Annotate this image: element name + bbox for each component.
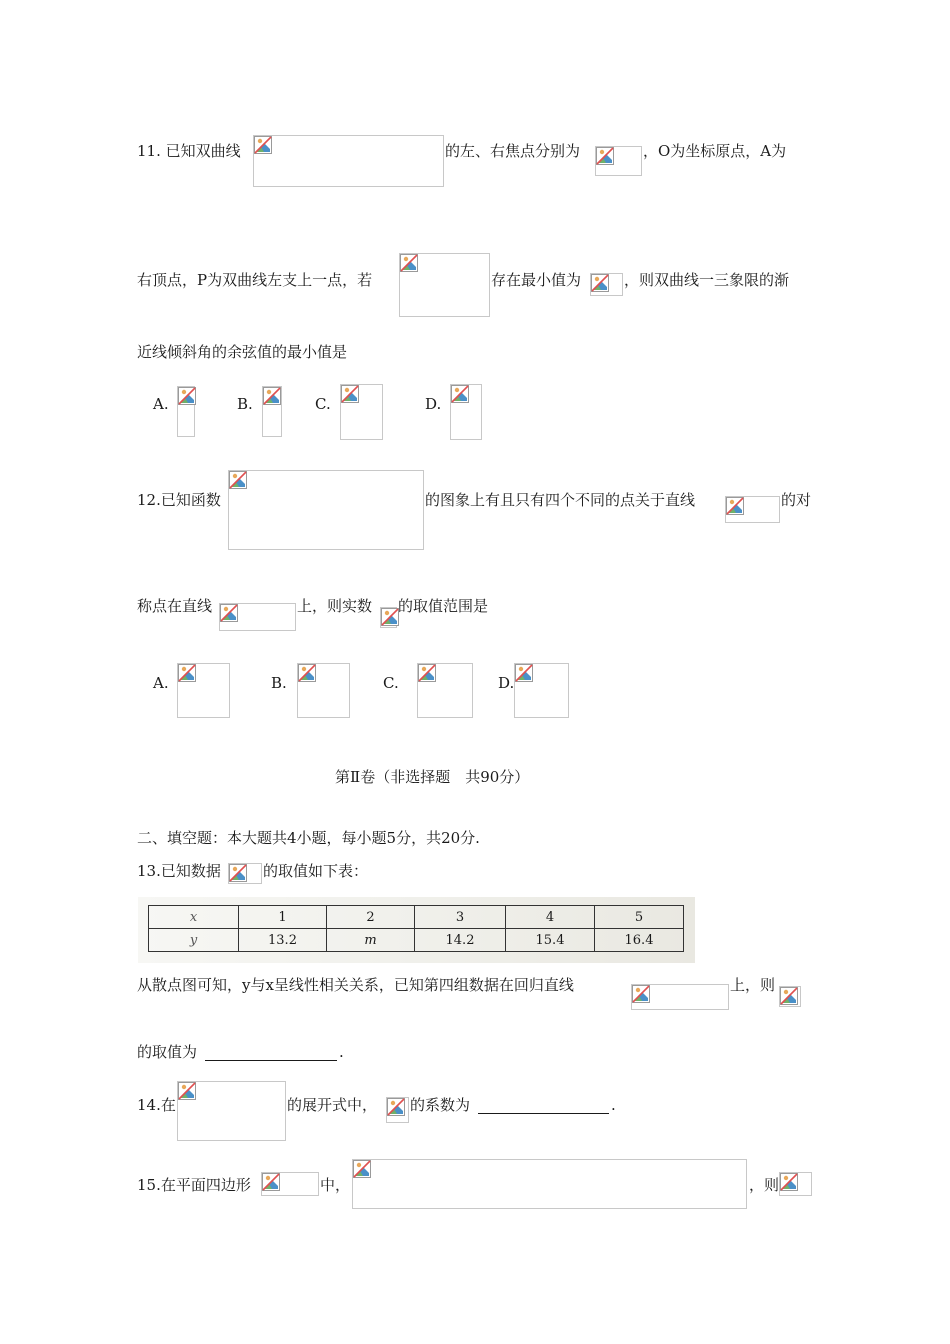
q13-text-4: 上，则 — [730, 976, 776, 994]
table-cell: 3 — [415, 906, 506, 929]
q11-option-c-label: C. — [315, 395, 331, 413]
q11-formula-foci — [595, 146, 642, 176]
q11-formula-min — [590, 273, 623, 296]
q12-option-d-label: D. — [498, 674, 515, 692]
q11-formula-hyperbola — [253, 135, 444, 187]
q14-text-4: . — [611, 1096, 616, 1114]
q12-text-6: 的取值范围是 — [398, 597, 489, 615]
q12-formula-var — [380, 607, 397, 628]
table-cell: x — [149, 906, 239, 929]
q11-text-1: 11. 已知双曲线 — [137, 142, 241, 160]
q15-formula-quad — [261, 1172, 319, 1196]
q11-text-6: ，则双曲线一三象限的渐 — [624, 271, 790, 289]
broken-image-icon — [387, 1098, 405, 1116]
q12-option-c-label: C. — [383, 674, 399, 692]
broken-image-icon — [178, 1082, 196, 1100]
q11-option-d — [450, 384, 482, 440]
q14-answer-blank — [478, 1095, 609, 1114]
broken-image-icon — [780, 987, 798, 1005]
q11-text-5: 存在最小值为 — [491, 271, 582, 289]
table-cell: 16.4 — [595, 929, 684, 952]
q13-text-2: 的取值如下表： — [263, 862, 369, 880]
q11-text-4: 右顶点，P为双曲线左支上一点，若 — [137, 271, 373, 289]
broken-image-icon — [229, 864, 247, 882]
q13-text-5: 的取值为 — [137, 1043, 198, 1061]
q13-formula-m — [779, 986, 801, 1007]
q12-option-b-label: B. — [271, 674, 287, 692]
q14-formula-term — [386, 1097, 409, 1123]
broken-image-icon — [341, 385, 359, 403]
table-cell: y — [149, 929, 239, 952]
data-table — [148, 905, 684, 952]
q13-answer-blank — [205, 1042, 337, 1061]
broken-image-icon — [596, 147, 614, 165]
q12-option-b — [297, 663, 350, 718]
broken-image-icon — [178, 387, 196, 405]
q13-text-3: 从散点图可知，y与x呈线性相关关系，已知第四组数据在回归直线 — [137, 976, 574, 994]
q15-text-3: ，则 — [749, 1176, 780, 1194]
table-cell: 2 — [327, 906, 415, 929]
q11-option-b — [262, 386, 282, 437]
broken-image-icon — [451, 385, 469, 403]
q12-text-4: 称点在直线 — [137, 597, 213, 615]
q13-text-1: 13.已知数据 — [137, 862, 221, 880]
q11-option-d-label: D. — [425, 395, 442, 413]
table-cell: m — [327, 929, 415, 952]
table-cell: 1 — [239, 906, 327, 929]
broken-image-icon — [298, 664, 316, 682]
q11-text-2: 的左、右焦点分别为 — [445, 142, 581, 160]
q11-option-c — [340, 384, 383, 440]
q13-formula-regression — [631, 984, 729, 1010]
broken-image-icon — [381, 608, 399, 626]
q12-formula-line2 — [219, 603, 296, 631]
q12-text-5: 上，则实数 — [297, 597, 373, 615]
broken-image-icon — [632, 985, 650, 1003]
q15-text-1: 15.在平面四边形 — [137, 1176, 251, 1194]
table-row — [149, 929, 684, 952]
q11-text-3: ，O为坐标原点，A为 — [643, 142, 787, 160]
broken-image-icon — [418, 664, 436, 682]
q15-formula-answer — [779, 1172, 812, 1196]
section-title: 第Ⅱ卷（非选择题 共90分） — [335, 768, 530, 786]
broken-image-icon — [178, 664, 196, 682]
q14-text-3: 的系数为 — [410, 1096, 471, 1114]
broken-image-icon — [400, 254, 418, 272]
broken-image-icon — [229, 471, 247, 489]
table-cell: 15.4 — [506, 929, 595, 952]
broken-image-icon — [353, 1160, 371, 1178]
q11-text-7: 近线倾斜角的余弦值的最小值是 — [137, 343, 348, 361]
q12-option-a-label: A. — [153, 674, 169, 692]
broken-image-icon — [726, 497, 744, 515]
q13-text-6: . — [339, 1043, 344, 1061]
q11-option-b-label: B. — [237, 395, 253, 413]
broken-image-icon — [515, 664, 533, 682]
table-cell: 4 — [506, 906, 595, 929]
q12-option-a — [177, 663, 230, 718]
q12-text-1: 12.已知函数 — [137, 491, 221, 509]
broken-image-icon — [780, 1173, 798, 1191]
q13-formula-data — [228, 863, 262, 884]
q14-text-2: 的展开式中， — [287, 1096, 378, 1114]
q12-option-c — [417, 663, 473, 718]
q15-text-2: 中， — [320, 1176, 351, 1194]
broken-image-icon — [262, 1173, 280, 1191]
q11-formula-ratio — [399, 253, 490, 317]
broken-image-icon — [263, 387, 281, 405]
table-row — [149, 906, 684, 929]
table-cell: 13.2 — [239, 929, 327, 952]
q11-option-a-label: A. — [153, 395, 169, 413]
fill-heading: 二、填空题：本大题共4小题，每小题5分，共20分. — [137, 829, 480, 847]
q12-text-3: 的对 — [781, 491, 812, 509]
q12-option-d — [514, 663, 569, 718]
broken-image-icon — [254, 136, 272, 154]
table-cell: 5 — [595, 906, 684, 929]
table-cell: 14.2 — [415, 929, 506, 952]
q12-formula-line1 — [725, 496, 780, 523]
q11-option-a — [177, 386, 195, 437]
broken-image-icon — [220, 604, 238, 622]
q15-formula-conditions — [352, 1159, 747, 1209]
q12-formula-function — [228, 470, 424, 550]
broken-image-icon — [591, 274, 609, 292]
q14-formula-expansion — [177, 1081, 286, 1141]
q12-text-2: 的图象上有且只有四个不同的点关于直线 — [425, 491, 696, 509]
q14-text-1: 14.在 — [137, 1096, 176, 1114]
